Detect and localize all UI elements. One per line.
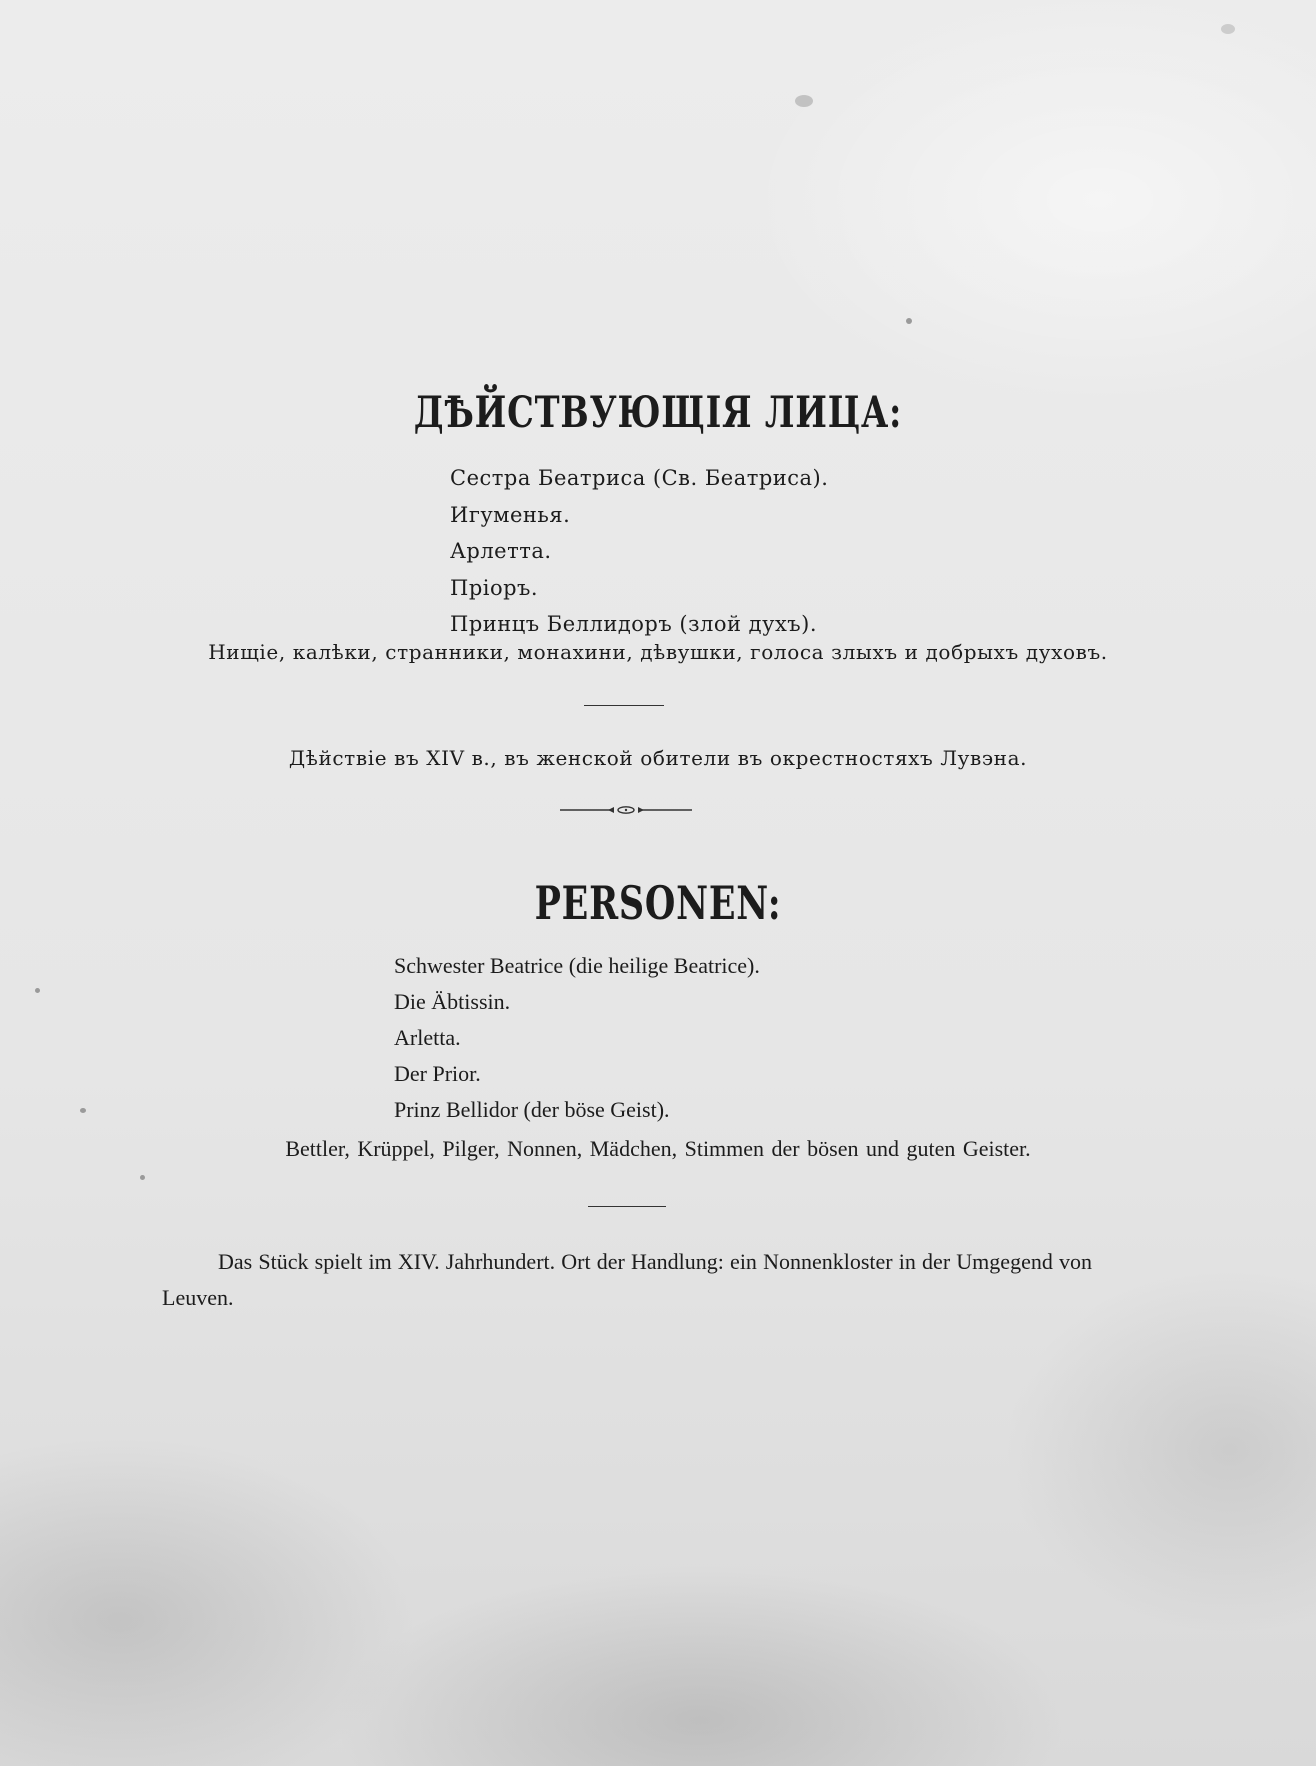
- divider-rule: [588, 1206, 666, 1207]
- german-heading: PERSONEN:: [534, 876, 782, 930]
- german-character: Schwester Beatrice (die heilige Beatrice).: [394, 953, 760, 978]
- russian-character: Пріоръ.: [450, 575, 539, 600]
- german-character-list: [394, 948, 760, 1128]
- paper-speck: [140, 1175, 145, 1180]
- german-character: Prinz Bellidor (der böse Geist).: [394, 1097, 670, 1122]
- ornament-divider: [558, 802, 694, 818]
- russian-heading: ДѢЙСТВУЮЩІЯ ЛИЦА:: [413, 388, 903, 438]
- russian-character: Арлетта.: [450, 539, 552, 563]
- paper-speck: [795, 95, 813, 107]
- german-extras: Bettler, Krüppel, Pilger, Nonnen, Mädchen, Stimmen der bösen und guten Geister.: [285, 1136, 1031, 1161]
- russian-character: Сестра Беатриса (Св. Беатриса).: [450, 466, 829, 490]
- russian-character: Игуменья.: [450, 502, 571, 527]
- russian-character: Принцъ Беллидоръ (злой духъ).: [450, 612, 818, 636]
- russian-setting: Дѣйствіе въ XIV в., въ женской обители въ окрестностяхъ Лувэна.: [288, 746, 1028, 770]
- divider-rule: [584, 705, 664, 706]
- paper-speck: [80, 1108, 86, 1113]
- german-character: Die Äbtissin.: [394, 989, 511, 1014]
- german-setting: Das Stück spielt im XIV. Jahrhundert. Ort der Handlung: ein Nonnenkloster in der Umgegend von Leuven.: [162, 1249, 1092, 1310]
- paper-speck: [906, 318, 912, 324]
- german-character: Arletta.: [394, 1025, 461, 1050]
- german-character: Der Prior.: [394, 1061, 481, 1086]
- russian-character-list: [450, 460, 828, 643]
- paper-speck: [1221, 24, 1235, 34]
- paper-speck: [35, 988, 40, 993]
- russian-extras: Нищіе, калѣки, странники, монахини, дѣвушки, голоса злыхъ и добрыхъ духовъ.: [208, 640, 1108, 664]
